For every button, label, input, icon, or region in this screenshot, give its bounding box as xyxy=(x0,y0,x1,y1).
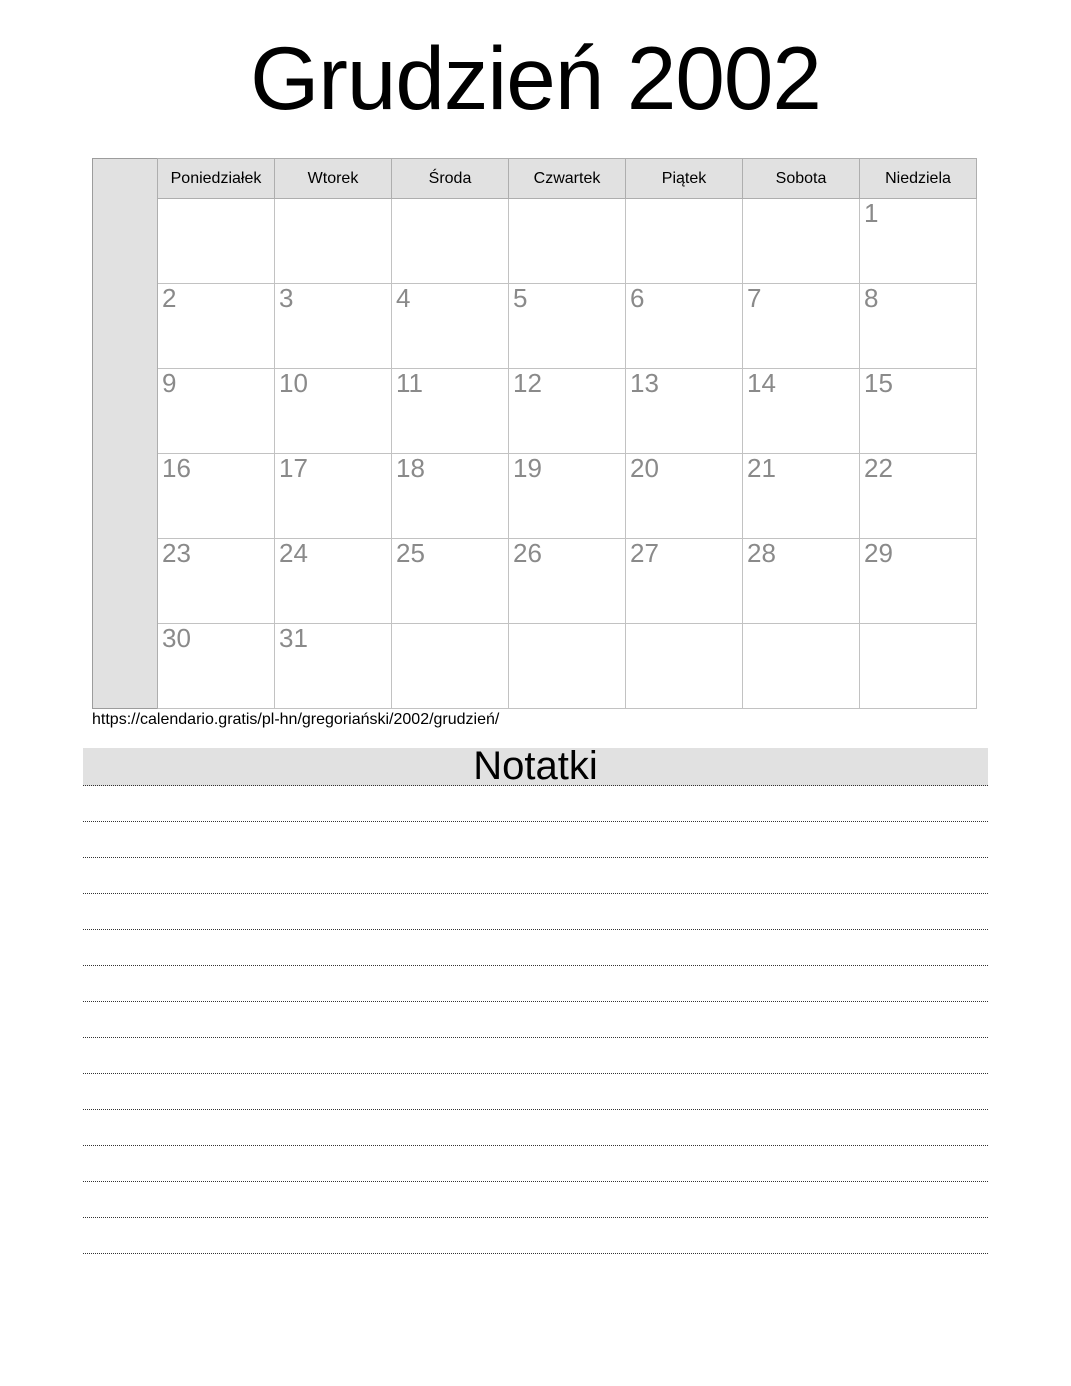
note-line xyxy=(83,1146,988,1182)
calendar-week-row xyxy=(93,454,977,539)
day-cell: 20 xyxy=(626,454,743,539)
note-line xyxy=(83,1182,988,1218)
day-cell: 29 xyxy=(860,539,977,624)
note-line xyxy=(83,930,988,966)
day-cell: 19 xyxy=(509,454,626,539)
empty-day-cell xyxy=(392,199,509,284)
week-number-column-corner xyxy=(93,159,158,199)
day-cell: 21 xyxy=(743,454,860,539)
calendar-week-row xyxy=(93,284,977,369)
weekday-header-wednesday: Środa xyxy=(392,159,509,199)
note-line xyxy=(83,858,988,894)
day-cell: 23 xyxy=(158,539,275,624)
day-cell: 15 xyxy=(860,369,977,454)
page-title: Grudzień 2002 xyxy=(250,28,821,128)
empty-day-cell xyxy=(275,199,392,284)
note-line xyxy=(83,1038,988,1074)
day-cell: 1 xyxy=(860,199,977,284)
day-cell: 6 xyxy=(626,284,743,369)
day-cell: 7 xyxy=(743,284,860,369)
source-url: https://calendario.gratis/pl-hn/gregoriański/2002/grudzień/ xyxy=(92,711,500,728)
calendar-table xyxy=(92,158,977,709)
day-cell: 25 xyxy=(392,539,509,624)
week-number-column-cell xyxy=(93,369,158,454)
week-number-column-cell xyxy=(93,199,158,284)
day-cell: 26 xyxy=(509,539,626,624)
empty-day-cell xyxy=(158,199,275,284)
day-cell: 12 xyxy=(509,369,626,454)
day-cell: 10 xyxy=(275,369,392,454)
week-number-column-cell xyxy=(93,284,158,369)
weekday-header-sunday: Niedziela xyxy=(860,159,977,199)
day-cell: 28 xyxy=(743,539,860,624)
day-cell: 30 xyxy=(158,624,275,709)
note-line xyxy=(83,822,988,858)
day-cell: 3 xyxy=(275,284,392,369)
note-line xyxy=(83,1110,988,1146)
day-cell: 22 xyxy=(860,454,977,539)
day-cell: 5 xyxy=(509,284,626,369)
day-cell: 31 xyxy=(275,624,392,709)
weekday-header-friday: Piątek xyxy=(626,159,743,199)
day-cell: 27 xyxy=(626,539,743,624)
note-line xyxy=(83,966,988,1002)
note-line xyxy=(83,1218,988,1254)
note-line xyxy=(83,894,988,930)
empty-day-cell xyxy=(509,624,626,709)
week-number-column-cell xyxy=(93,539,158,624)
day-cell: 4 xyxy=(392,284,509,369)
notes-title: Notatki xyxy=(83,748,988,786)
day-cell: 17 xyxy=(275,454,392,539)
empty-day-cell xyxy=(392,624,509,709)
note-line xyxy=(83,1002,988,1038)
day-cell: 16 xyxy=(158,454,275,539)
calendar-week-row xyxy=(93,539,977,624)
empty-day-cell xyxy=(509,199,626,284)
weekday-header-row xyxy=(93,159,977,199)
notes-section xyxy=(83,744,988,1254)
weekday-header-thursday: Czwartek xyxy=(509,159,626,199)
note-lines xyxy=(83,786,988,1254)
day-cell: 24 xyxy=(275,539,392,624)
weekday-header-tuesday: Wtorek xyxy=(275,159,392,199)
day-cell: 2 xyxy=(158,284,275,369)
week-number-column-cell xyxy=(93,454,158,539)
day-cell: 14 xyxy=(743,369,860,454)
empty-day-cell xyxy=(626,199,743,284)
empty-day-cell xyxy=(743,199,860,284)
note-line xyxy=(83,786,988,822)
calendar-week-row xyxy=(93,624,977,709)
weekday-header-monday: Poniedziałek xyxy=(158,159,275,199)
day-cell: 11 xyxy=(392,369,509,454)
day-cell: 18 xyxy=(392,454,509,539)
empty-day-cell xyxy=(626,624,743,709)
day-cell: 13 xyxy=(626,369,743,454)
day-cell: 9 xyxy=(158,369,275,454)
empty-day-cell xyxy=(743,624,860,709)
day-cell: 8 xyxy=(860,284,977,369)
weekday-header-saturday: Sobota xyxy=(743,159,860,199)
week-number-column-cell xyxy=(93,624,158,709)
empty-day-cell xyxy=(860,624,977,709)
calendar-week-row xyxy=(93,369,977,454)
calendar-week-row xyxy=(93,199,977,284)
note-line xyxy=(83,1074,988,1110)
